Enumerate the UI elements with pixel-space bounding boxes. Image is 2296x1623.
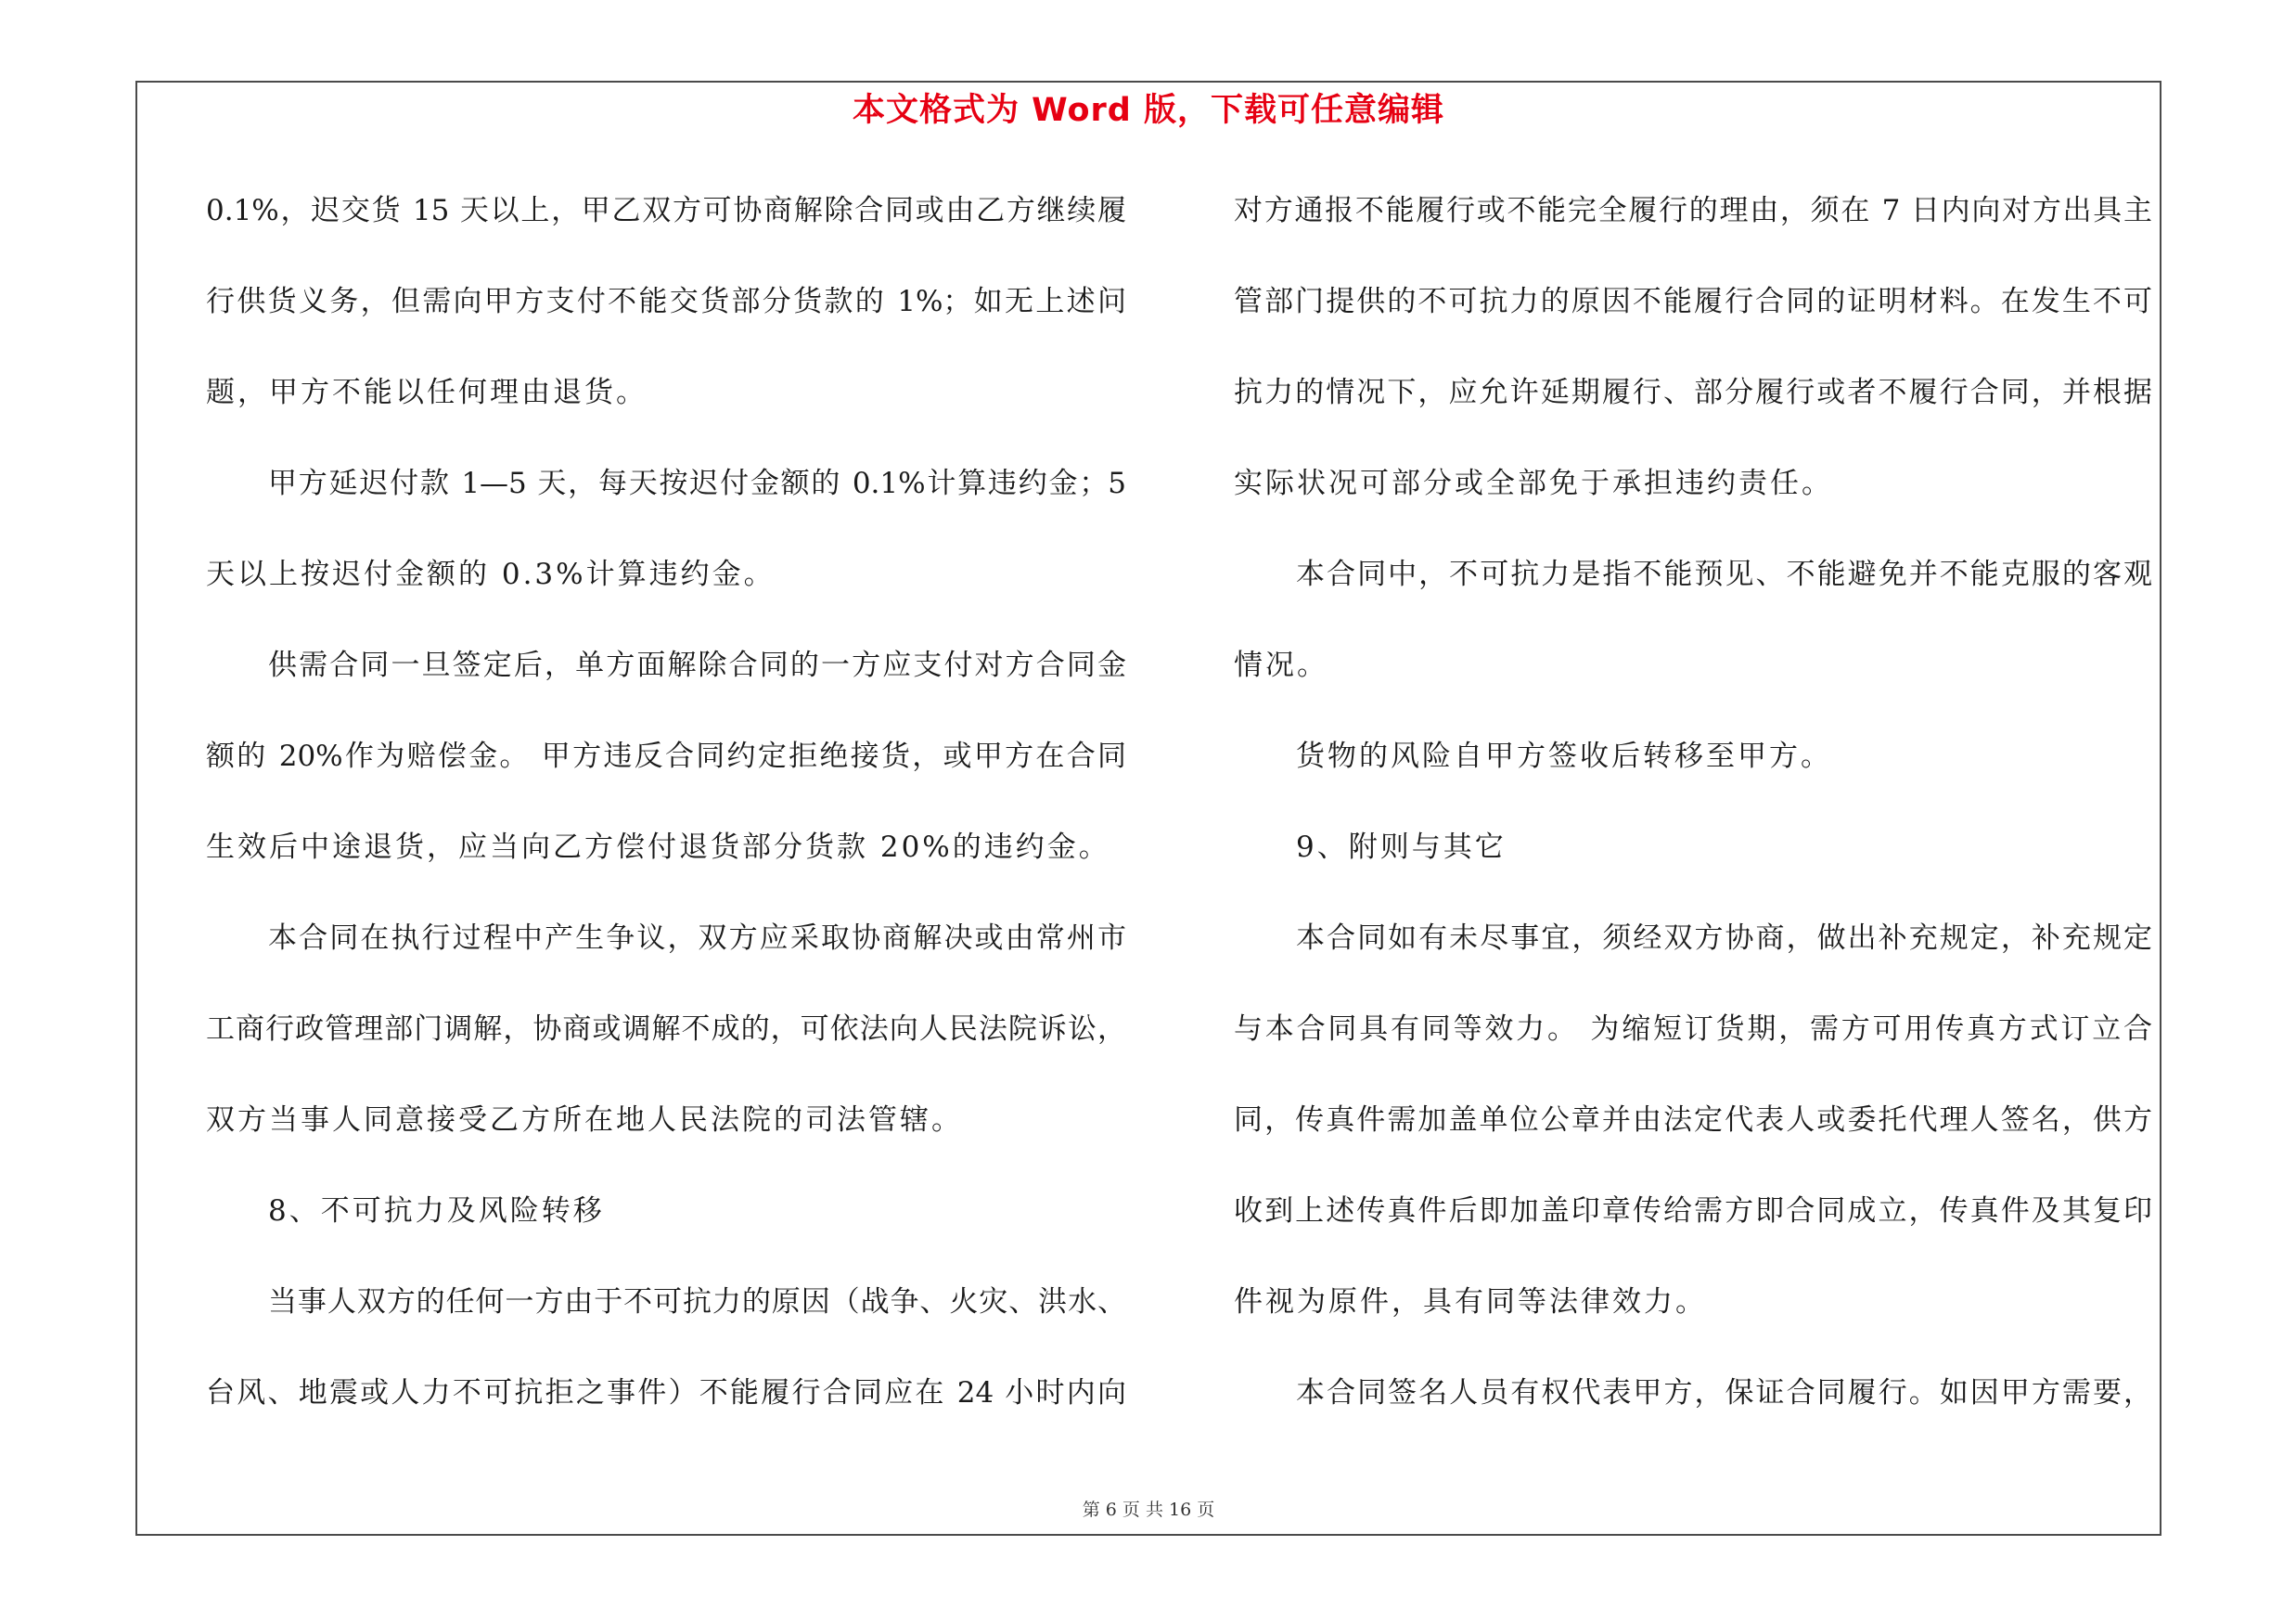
section-heading: 8、不可抗力及风险转移 (268, 1194, 605, 1228)
section-heading: 9、附则与其它 (1296, 831, 1507, 864)
text-line: 工商行政管理部门调解，协商或调解不成的，可依法向人民法院诉讼， (206, 1012, 1126, 1046)
text-line: 甲方延迟付款 1—5 天，每天按迟付金额的 0.1%计算违约金；5 (268, 467, 1126, 500)
text-line: 行供货义务，但需向甲方支付不能交货部分货款的 1%；如无上述问 (206, 285, 1126, 318)
text-line: 抗力的情况下，应允许延期履行、部分履行或者不履行合同，并根据 (1234, 376, 2152, 409)
text-line: 对方通报不能履行或不能完全履行的理由，须在 7 日内向对方出具主 (1234, 194, 2152, 227)
text-line: 天以上按迟付金额的 0.3%计算违约金。 (206, 558, 776, 591)
text-line: 本合同在执行过程中产生争议，双方应采取协商解决或由常州市 (268, 921, 1126, 955)
text-line: 0.1%，迟交货 15 天以上，甲乙双方可协商解除合同或由乙方继续履 (206, 194, 1126, 227)
format-notice-header: 本文格式为 Word 版，下载可任意编辑 (852, 92, 1445, 129)
text-line: 管部门提供的不可抗力的原因不能履行合同的证明材料。在发生不可 (1234, 285, 2152, 318)
text-line: 当事人双方的任何一方由于不可抗力的原因（战争、火灾、洪水、 (268, 1285, 1126, 1319)
text-line: 台风、地震或人力不可抗拒之事件）不能履行合同应在 24 小时内向 (206, 1376, 1126, 1410)
text-line: 情况。 (1234, 649, 1328, 682)
text-line: 本合同签名人员有权代表甲方，保证合同履行。如因甲方需要， (1296, 1376, 2152, 1410)
text-line: 本合同中，不可抗力是指不能预见、不能避免并不能克服的客观 (1296, 558, 2152, 591)
text-line: 本合同如有未尽事宜，须经双方协商，做出补充规定，补充规定 (1296, 921, 2152, 955)
text-line: 双方当事人同意接受乙方所在地人民法院的司法管辖。 (206, 1103, 963, 1137)
text-line: 货物的风险自甲方签收后转移至甲方。 (1296, 740, 1832, 773)
left-text-column (206, 165, 1126, 1438)
text-line: 供需合同一旦签定后，单方面解除合同的一方应支付对方合同金 (268, 649, 1126, 682)
text-line: 生效后中途退货，应当向乙方偿付退货部分货款 20%的违约金。 (206, 831, 1110, 864)
text-line: 件视为原件，具有同等法律效力。 (1234, 1285, 1707, 1319)
text-line: 实际状况可部分或全部免于承担违约责任。 (1234, 467, 1833, 500)
right-text-column (1234, 165, 2152, 1438)
text-line: 同，传真件需加盖单位公章并由法定代表人或委托代理人签名，供方 (1234, 1103, 2152, 1137)
text-line: 题，甲方不能以任何理由退货。 (206, 376, 648, 409)
text-line: 与本合同具有同等效力。 为缩短订货期，需方可用传真方式订立合 (1234, 1012, 2152, 1046)
page-number-footer: 第 6 页 共 16 页 (1082, 1500, 1215, 1520)
text-line: 收到上述传真件后即加盖印章传给需方即合同成立，传真件及其复印 (1234, 1194, 2152, 1228)
text-line: 额的 20%作为赔偿金。 甲方违反合同约定拒绝接货，或甲方在合同 (206, 740, 1126, 773)
